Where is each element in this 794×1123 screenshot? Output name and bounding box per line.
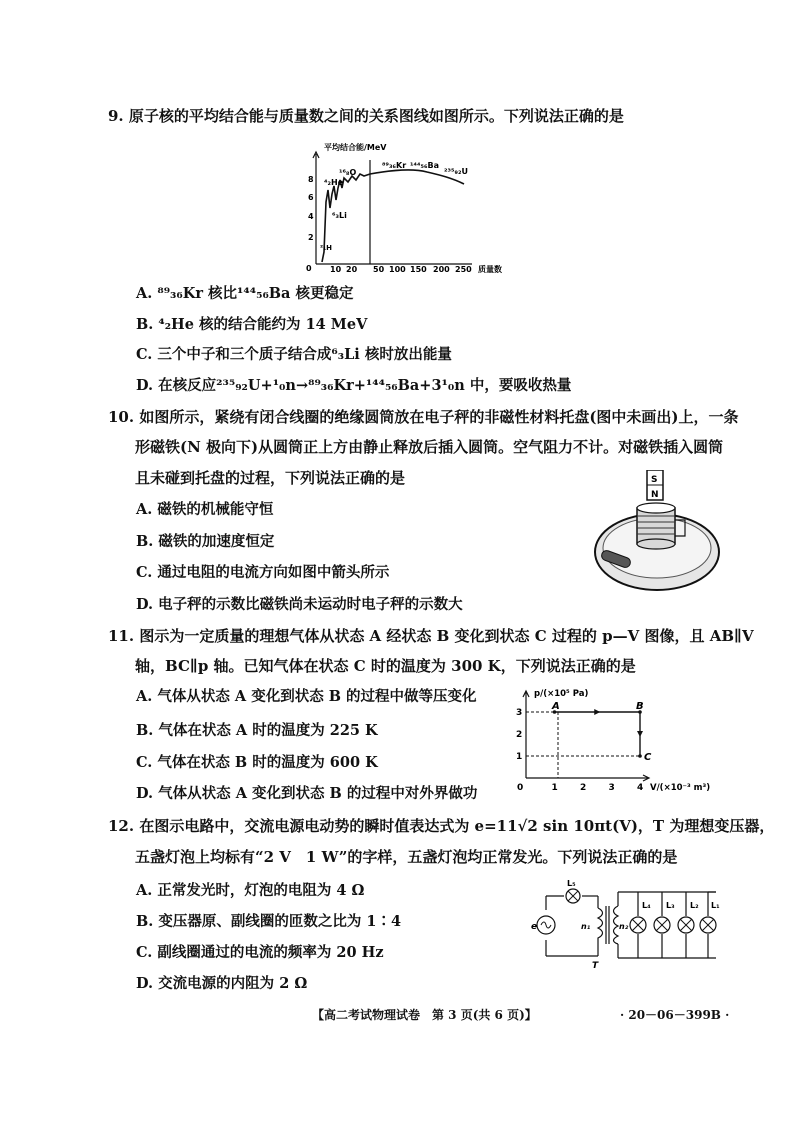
q12-option-d[interactable]: D. 交流电源的内阻为 2 Ω	[136, 975, 308, 992]
fig11-point-a: A	[552, 701, 560, 712]
fig12-label-e: e	[531, 922, 538, 932]
fig11-point-c: C	[644, 752, 652, 763]
q10-option-a[interactable]: A. 磁铁的机械能守恒	[136, 501, 274, 518]
fig9-ylabel: 平均结合能/MeV	[324, 143, 387, 152]
lamp-l3	[654, 917, 670, 933]
fig9-xtick: 50	[373, 265, 385, 274]
fig9-label-ba: ¹⁴⁴₅₆Ba	[410, 161, 440, 170]
fig11-ytick: 3	[516, 708, 523, 718]
fig12-label-n1: n₁	[581, 922, 591, 931]
fig9-ytick: 4	[308, 212, 314, 221]
q9-option-a[interactable]: A. ⁸⁹₃₆Kr 核比¹⁴⁴₅₆Ba 核更稳定	[136, 285, 354, 302]
fig12-label-l5: L₅	[567, 879, 576, 888]
fig11-xtick: 1	[551, 783, 558, 793]
fig11-origin: 0	[517, 783, 524, 793]
q11-stem-line1: 11. 图示为一定质量的理想气体从状态 A 经状态 B 变化到状态 C 过程的 p—V 图像，且 AB∥V	[108, 627, 754, 645]
fig9-xtick: 10	[330, 265, 342, 274]
fig9-label-h: ²₁H	[320, 244, 332, 252]
q10-option-d[interactable]: D. 电子秤的示数比磁铁尚未运动时电子秤的示数大	[136, 596, 463, 613]
fig11-process	[553, 709, 643, 758]
fig12-label-l3: L₃	[666, 901, 675, 910]
footer-code: · 20－06－399B ·	[620, 1008, 730, 1022]
q12-option-b[interactable]: B. 变压器原、副线圈的匝数之比为 1∶4	[136, 913, 402, 930]
fig12-label-l4: L₄	[642, 901, 651, 910]
fig9-xtick: 150	[410, 265, 427, 274]
q11-option-d[interactable]: D. 气体从状态 A 变化到状态 B 的过程中对外界做功	[136, 785, 478, 802]
q12-stem-line2: 五盏灯泡上均标有“2 V 1 W”的字样，五盏灯泡均正常发光。下列说法正确的是	[135, 848, 678, 866]
q11-option-c[interactable]: C. 气体在状态 B 时的温度为 600 K	[136, 754, 378, 771]
fig11-xtick: 4	[637, 783, 644, 793]
fig12-label-l1: L₁	[711, 901, 720, 910]
q9-option-c[interactable]: C. 三个中子和三个质子结合成⁶₃Li 核时放出能量	[136, 346, 452, 363]
q10-stem-line1: 10. 如图所示，紧绕有闭合线圈的绝缘圆筒放在电子秤的非磁性材料托盘(图中未画出)上，一条	[108, 408, 739, 426]
fig11-state-point	[638, 754, 642, 758]
fig12-label-l2: L₂	[690, 901, 699, 910]
fig9-ytick: 6	[308, 193, 314, 202]
transformer-circuit	[530, 878, 722, 970]
q9-option-d[interactable]: D. 在核反应²³⁵₉₂U+¹₀n→⁸⁹₃₆Kr+¹⁴⁴₅₆Ba+3¹₀n 中，要吸收热量	[136, 377, 572, 394]
lamp-l1	[700, 917, 716, 933]
fig9-xtick: 20	[346, 265, 358, 274]
fig9-xtick: 100	[389, 265, 406, 274]
fig11-ytick: 2	[516, 730, 523, 740]
q10-option-c[interactable]: C. 通过电阻的电流方向如图中箭头所示	[136, 564, 390, 581]
fig11-xtick: 2	[580, 783, 587, 793]
q11-stem-line2: 轴，BC∥p 轴。已知气体在状态 C 时的温度为 300 K，下列说法正确的是	[135, 657, 636, 675]
fig11-arrow-icon	[637, 731, 643, 737]
fig11-ytick: 1	[516, 752, 523, 762]
fig9-ytick: 8	[308, 175, 314, 184]
q10-stem-line3: 且未碰到托盘的过程，下列说法正确的是	[135, 469, 406, 487]
fig11-ylabel: p/(×10⁵ Pa)	[534, 689, 589, 699]
fig12-label-t: T	[592, 961, 599, 970]
magnet-pole-n: N	[651, 490, 659, 500]
magnet-scale-figure	[593, 470, 721, 594]
fig11-ticks	[516, 708, 643, 793]
fig9-xtick: 250	[455, 265, 472, 274]
q10-option-b[interactable]: B. 磁铁的加速度恒定	[136, 533, 275, 550]
q11-option-a[interactable]: A. 气体从状态 A 变化到状态 B 的过程中做等压变化	[136, 688, 477, 705]
q9-option-b[interactable]: B. ⁴₂He 核的结合能约为 14 MeV	[136, 316, 368, 333]
fig9-label-u: ²³⁵₉₂U	[444, 167, 469, 176]
fig11-xlabel: V/(×10⁻³ m³)	[650, 783, 711, 793]
q12-stem-line1: 12. 在图示电路中，交流电源电动势的瞬时值表达式为 e=11√2 sin 10πt(V)，T 为理想变压器，	[108, 817, 775, 835]
q10-stem-line2: 形磁铁(N 极向下)从圆筒正上方由静止释放后插入圆筒。空气阻力不计。对磁铁插入圆筒	[135, 438, 724, 456]
fig11-arrow-icon	[594, 709, 600, 715]
fig9-label-kr: ⁸⁹₃₆Kr	[382, 161, 407, 170]
fig11-point-b: B	[636, 701, 644, 712]
page-footer: 【高二考试物理试卷 第 3 页(共 6 页)】	[312, 1008, 537, 1022]
q11-option-b[interactable]: B. 气体在状态 A 时的温度为 225 K	[136, 722, 378, 739]
lamp-l4	[630, 917, 646, 933]
fig12-label-n2: n₂	[619, 922, 629, 931]
fig9-ytick: 2	[308, 233, 314, 242]
q12-option-a[interactable]: A. 正常发光时，灯泡的电阻为 4 Ω	[136, 882, 365, 899]
magnet-pole-s: S	[651, 475, 658, 485]
binding-energy-graph	[302, 142, 522, 274]
q9-stem: 9. 原子核的平均结合能与质量数之间的关系图线如图所示。下列说法正确的是	[108, 107, 624, 125]
lamp-l2	[678, 917, 694, 933]
fig9-origin: 0	[306, 264, 312, 273]
lamp-l5	[566, 889, 580, 903]
q12-option-c[interactable]: C. 副线圈通过的电流的频率为 20 Hz	[136, 944, 384, 961]
fig11-xtick: 3	[608, 783, 615, 793]
fig9-xlabel: 质量数	[478, 265, 502, 274]
fig9-label-li: ⁶₃Li	[332, 211, 347, 220]
fig9-label-he: ⁴₂He	[324, 178, 344, 187]
pv-graph	[514, 686, 724, 796]
fig9-label-o: ¹⁶₈O	[339, 168, 357, 177]
fig9-xtick: 200	[433, 265, 450, 274]
